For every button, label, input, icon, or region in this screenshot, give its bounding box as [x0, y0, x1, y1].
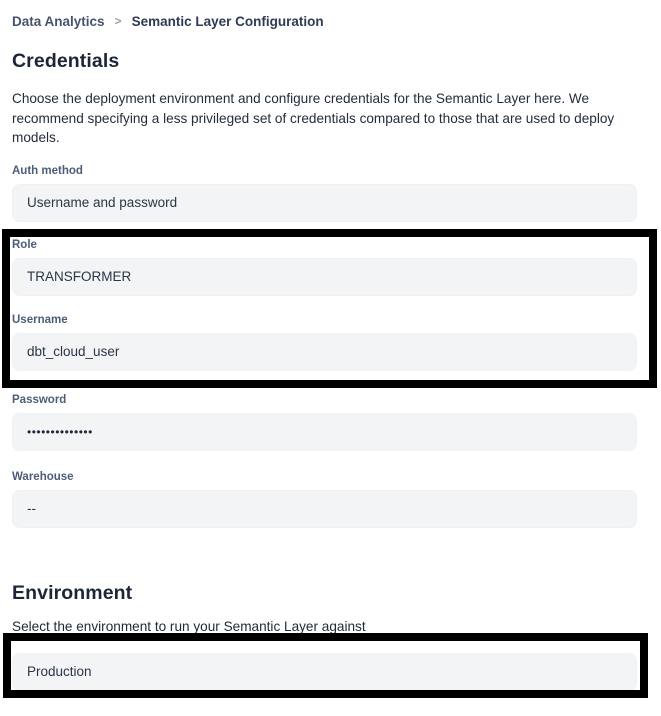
environment-description: Select the environment to run your Semantic Layer against — [12, 618, 366, 634]
credentials-section-title: Credentials — [12, 50, 120, 72]
environment-section-title: Environment — [12, 581, 133, 604]
auth-method-value: Username and password — [27, 195, 178, 210]
warehouse-value: -- — [27, 501, 36, 516]
role-label: Role — [12, 238, 37, 251]
username-label: Username — [12, 313, 68, 326]
auth-method-field[interactable] — [12, 184, 637, 222]
environment-group — [12, 653, 637, 691]
auth-method-label: Auth method — [12, 164, 83, 177]
environment-field[interactable] — [12, 653, 637, 691]
chevron-right-icon: > — [114, 14, 122, 28]
password-field[interactable] — [12, 413, 637, 451]
breadcrumb-item-data-analytics[interactable]: Data Analytics — [12, 14, 105, 29]
username-field[interactable] — [12, 333, 637, 371]
credentials-description: Choose the deployment environment and configure credentials for the Semantic Layer here. We recommend specifying a less privileged set of credentials compared to those that are used to deploy models. — [12, 91, 615, 145]
password-masked-value: •••••••••••••• — [27, 424, 93, 439]
auth-method-group — [12, 165, 637, 222]
warehouse-label: Warehouse — [12, 470, 74, 483]
breadcrumb — [12, 14, 637, 30]
role-field[interactable] — [12, 258, 637, 296]
environment-value: Production — [27, 664, 92, 679]
role-group — [12, 239, 637, 296]
username-value: dbt_cloud_user — [27, 344, 120, 359]
warehouse-group — [12, 471, 637, 528]
breadcrumb-item-semantic-layer-configuration: Semantic Layer Configuration — [131, 14, 324, 29]
role-value: TRANSFORMER — [27, 269, 132, 284]
password-label: Password — [12, 393, 67, 406]
warehouse-field[interactable] — [12, 490, 637, 528]
password-group — [12, 394, 637, 451]
username-group — [12, 314, 637, 371]
